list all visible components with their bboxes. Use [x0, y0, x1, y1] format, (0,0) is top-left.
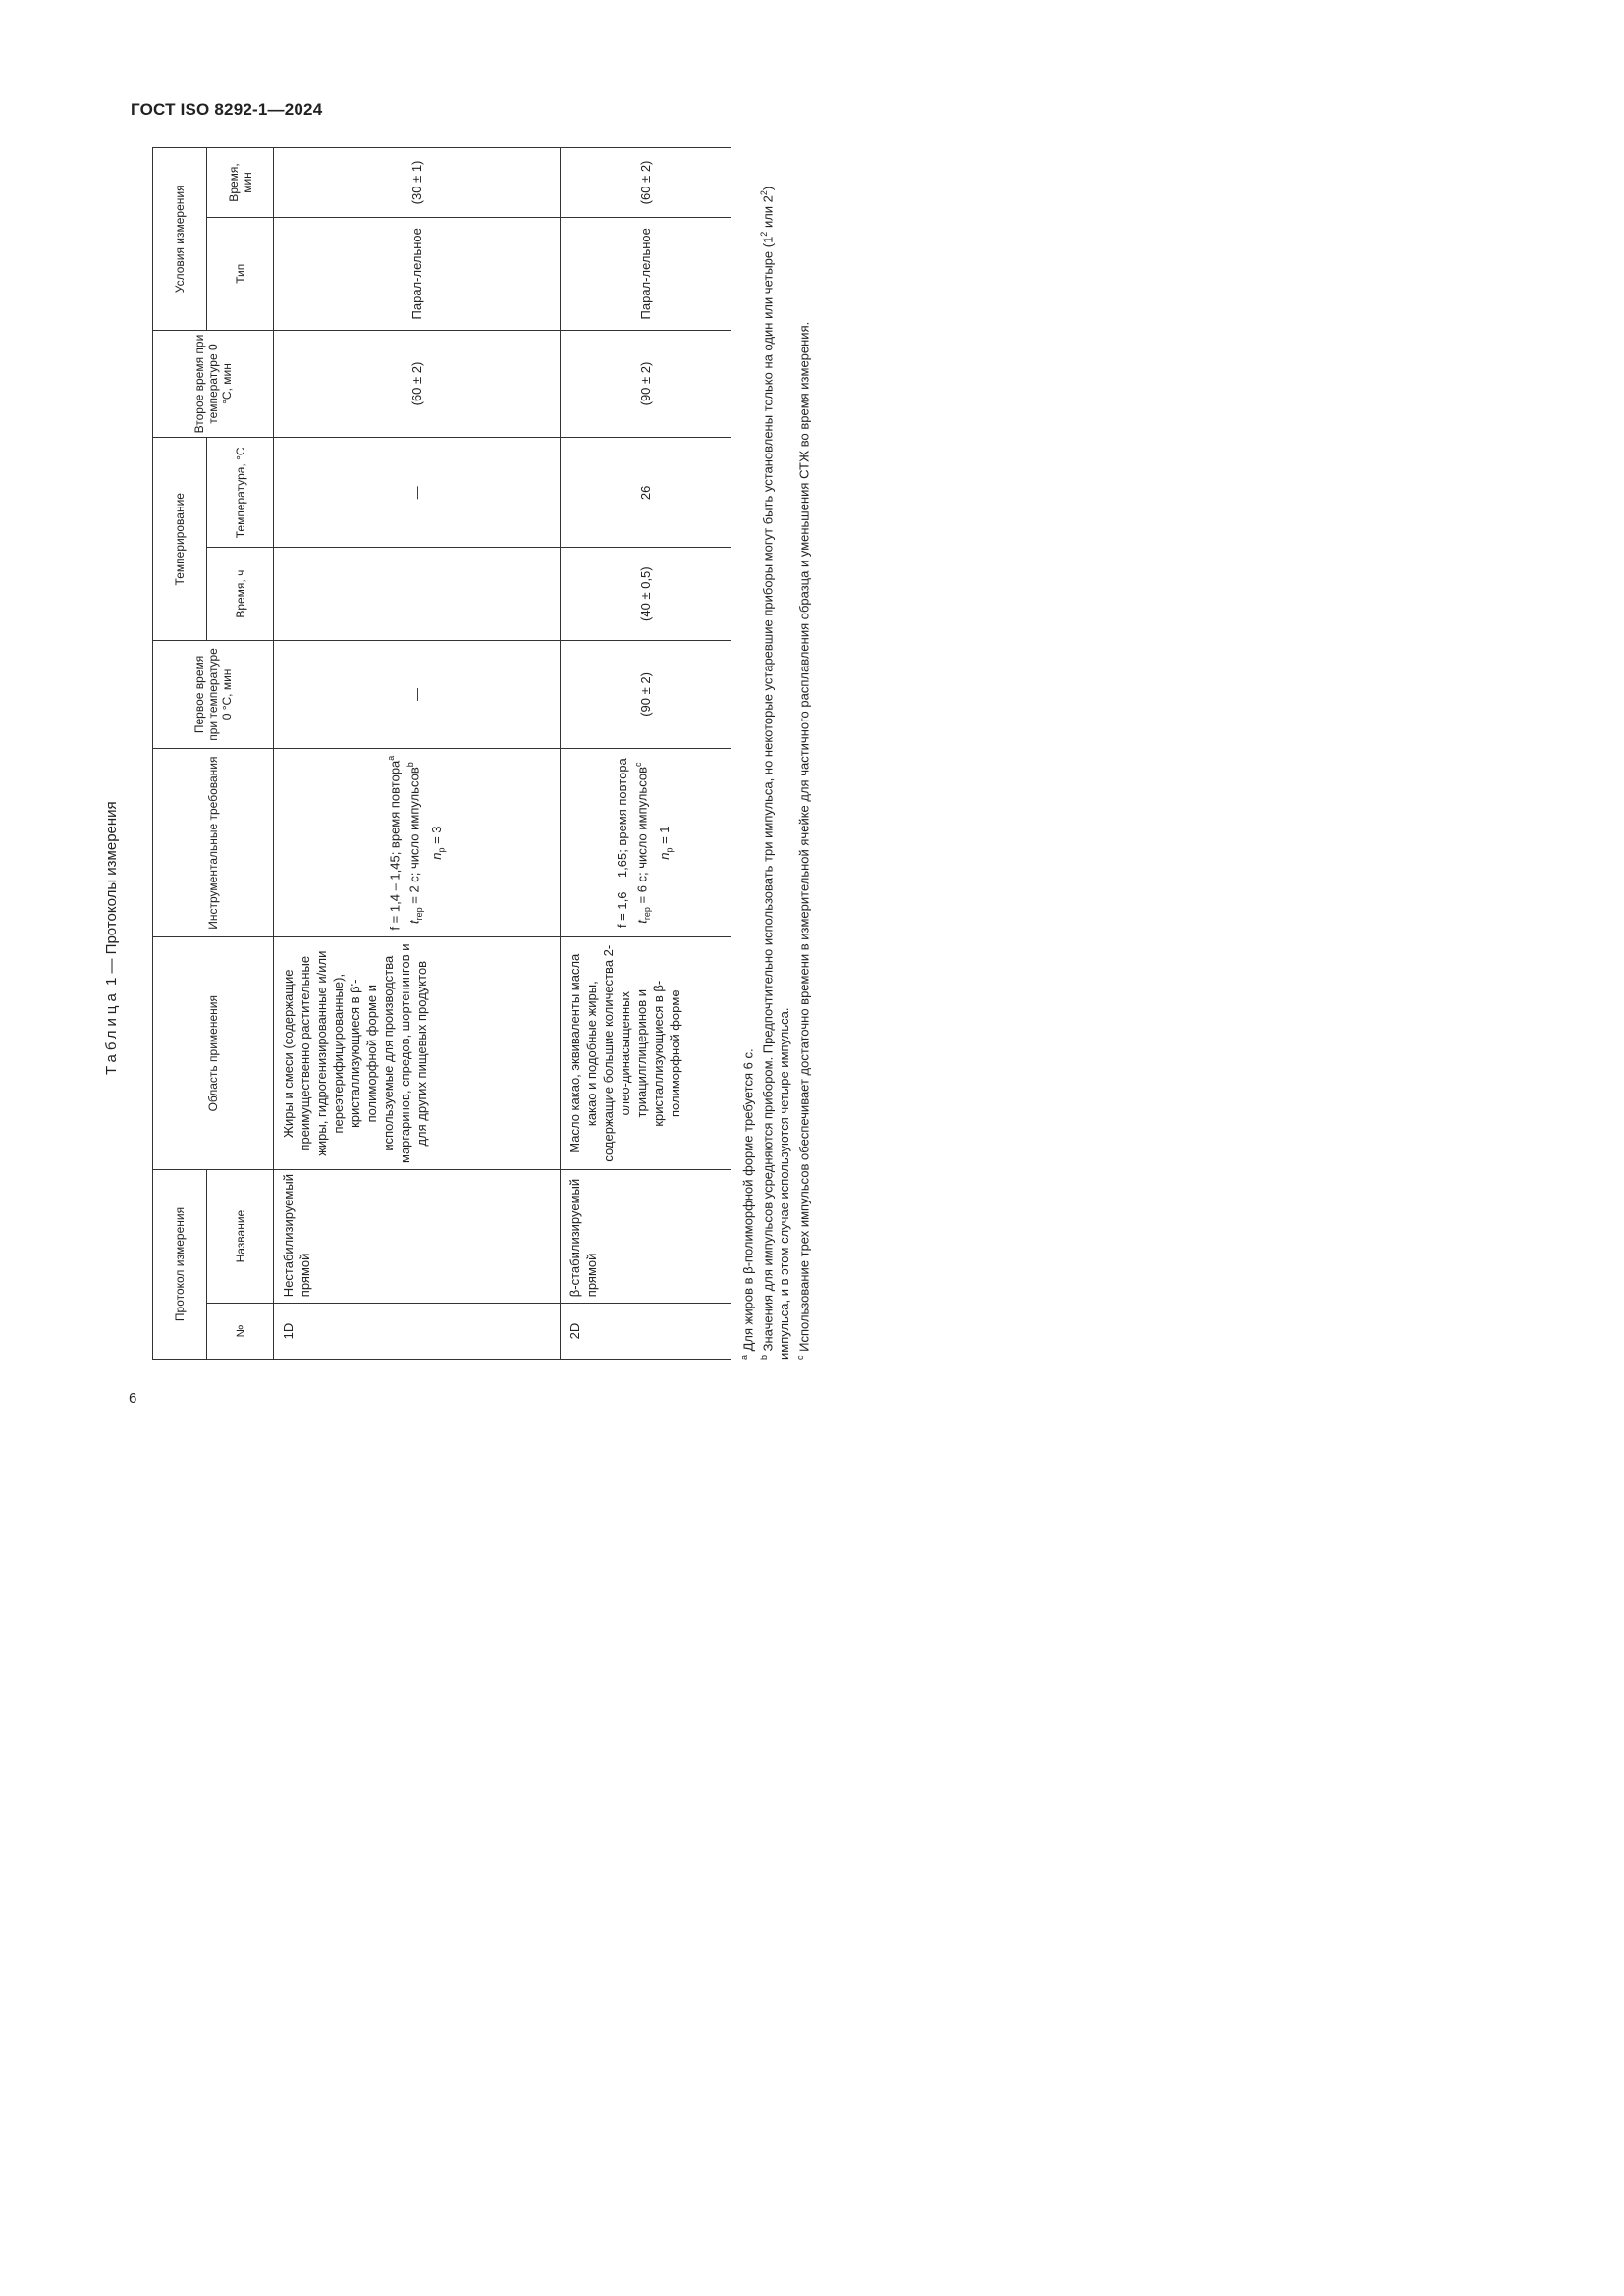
row1-instr-n-rest: = 3	[429, 826, 445, 848]
row1-area: Жиры и смеси (содержащие преимущественно растительные жиры, гидрогенизированные и/или переэтерифицированные), кристаллизующиеся в β'-полиморфной форме и используемые для производства маргаринов, спредов, шортенингов и для других пищевых продуктов	[274, 937, 561, 1170]
row2-instr-n-rest: = 1	[656, 826, 672, 848]
document-header: ГОСТ ISO 8292-1—2024	[131, 100, 323, 119]
row2-instr-t-sub: rep	[641, 907, 652, 921]
table-footnotes	[736, 159, 812, 1360]
header-first-time: Первое время при температуре 0 °С, мин	[153, 641, 274, 749]
row1-instrumental	[274, 748, 561, 937]
row1-instr-t: t	[406, 920, 422, 924]
row2-tempering-temp: 26	[561, 438, 731, 548]
row2-instrumental	[561, 748, 731, 937]
row1-no: 1D	[274, 1304, 561, 1360]
row1-cond-type: Парал-лельное	[274, 217, 561, 330]
table-row	[274, 148, 561, 1360]
table-caption-text: 1 — Протоколы измерения	[103, 801, 120, 990]
header-tempering-temp: Температура, °С	[207, 438, 274, 548]
row2-second-time: (90 ± 2)	[561, 330, 731, 438]
row2-instr-t: t	[634, 920, 650, 924]
table-caption	[103, 801, 120, 1075]
row2-area: Масло какао, эквиваленты масла какао и подобные жиры, содержащие большие количества 2-олео-динасыщенных триацилглицеринов и кристаллизующиеся в β-полиморфной форме	[561, 937, 731, 1170]
header-second-time: Второе время при температуре 0 °С, мин	[153, 330, 274, 438]
footnote-b-text-3: ) импульса, и в этом случае используются четыре импульса.	[760, 186, 791, 1360]
row2-no: 2D	[561, 1304, 731, 1360]
table-caption-prefix: Таблица	[103, 989, 120, 1075]
protocols-table	[152, 147, 731, 1360]
row2-cond-time: (60 ± 2)	[561, 148, 731, 218]
footnote-c	[792, 159, 812, 1360]
footnote-b-sup-2: 2	[759, 190, 770, 196]
row2-instr-n-sub: p	[664, 847, 675, 853]
row1-tempering-time	[274, 548, 561, 641]
header-cond-time: Время, мин	[207, 148, 274, 218]
footnote-c-text: Использование трех импульсов обеспечивает достаточно времени в измерительной ячейке для частичного расплавления образца и уменьшения СТЖ во время измерения.	[795, 321, 811, 1356]
rotated-table-region	[93, 147, 811, 1369]
row1-instr-t-rest: = 2 с; число импульсов	[406, 767, 422, 908]
table-row	[561, 148, 731, 1360]
header-protocol: Протокол измерения	[153, 1170, 207, 1360]
header-no: №	[207, 1304, 274, 1360]
footnote-c-mark: c	[794, 1355, 805, 1360]
row1-instr-t-sub: rep	[414, 907, 425, 921]
footnote-b-text-2: или 2	[760, 195, 776, 232]
row2-cond-type: Парал-лельное	[561, 217, 731, 330]
header-cond-type: Тип	[207, 217, 274, 330]
row1-second-time: (60 ± 2)	[274, 330, 561, 438]
header-conditions: Условия измерения	[153, 148, 207, 331]
row2-instr-n: n	[656, 852, 672, 860]
footnote-b-sup-1: 2	[759, 231, 770, 237]
footnote-b-text-1: Значения для импульсов усредняются прибором. Предпочтительно использовать три импульса, но некоторые устаревшие приборы могут быть установлены только на один или четыре (1	[760, 236, 776, 1355]
header-tempering: Темперирование	[153, 438, 207, 641]
header-area: Область применения	[153, 937, 274, 1170]
footnote-a-mark: a	[739, 1354, 749, 1360]
header-tempering-time: Время, ч	[207, 548, 274, 641]
header-name: Название	[207, 1170, 274, 1304]
row1-cond-time: (30 ± 1)	[274, 148, 561, 218]
row1-tempering-temp: —	[274, 438, 561, 548]
footnote-b-mark: b	[759, 1354, 770, 1360]
row2-instr-f: f = 1,6 – 1,65; время повтора	[614, 758, 629, 929]
footnote-b	[756, 159, 791, 1360]
header-instrumental: Инструментальные требования	[153, 748, 274, 937]
row2-tempering-time: (40 ± 0,5)	[561, 548, 731, 641]
page-number: 6	[129, 1390, 137, 1407]
footnote-a	[736, 159, 756, 1360]
row1-instr-f: f = 1,4 – 1,45; время повтора	[387, 760, 403, 931]
row1-instr-t-sup: b	[406, 762, 416, 768]
row2-instr-t-sup: c	[632, 762, 643, 768]
row1-name: Нестабилизируемый прямой	[274, 1170, 561, 1304]
row1-first-time: —	[274, 641, 561, 749]
row2-first-time: (90 ± 2)	[561, 641, 731, 749]
row2-instr-t-rest: = 6 с; число импульсов	[634, 767, 650, 908]
footnote-a-text: Для жиров в β-полиморфной форме требуется 6 с.	[740, 1048, 756, 1355]
row2-name: β-стабилизируемый прямой	[561, 1170, 731, 1304]
row1-instr-f-sup: a	[386, 755, 397, 761]
row1-instr-n: n	[429, 852, 445, 860]
row1-instr-n-sub: p	[436, 847, 447, 853]
